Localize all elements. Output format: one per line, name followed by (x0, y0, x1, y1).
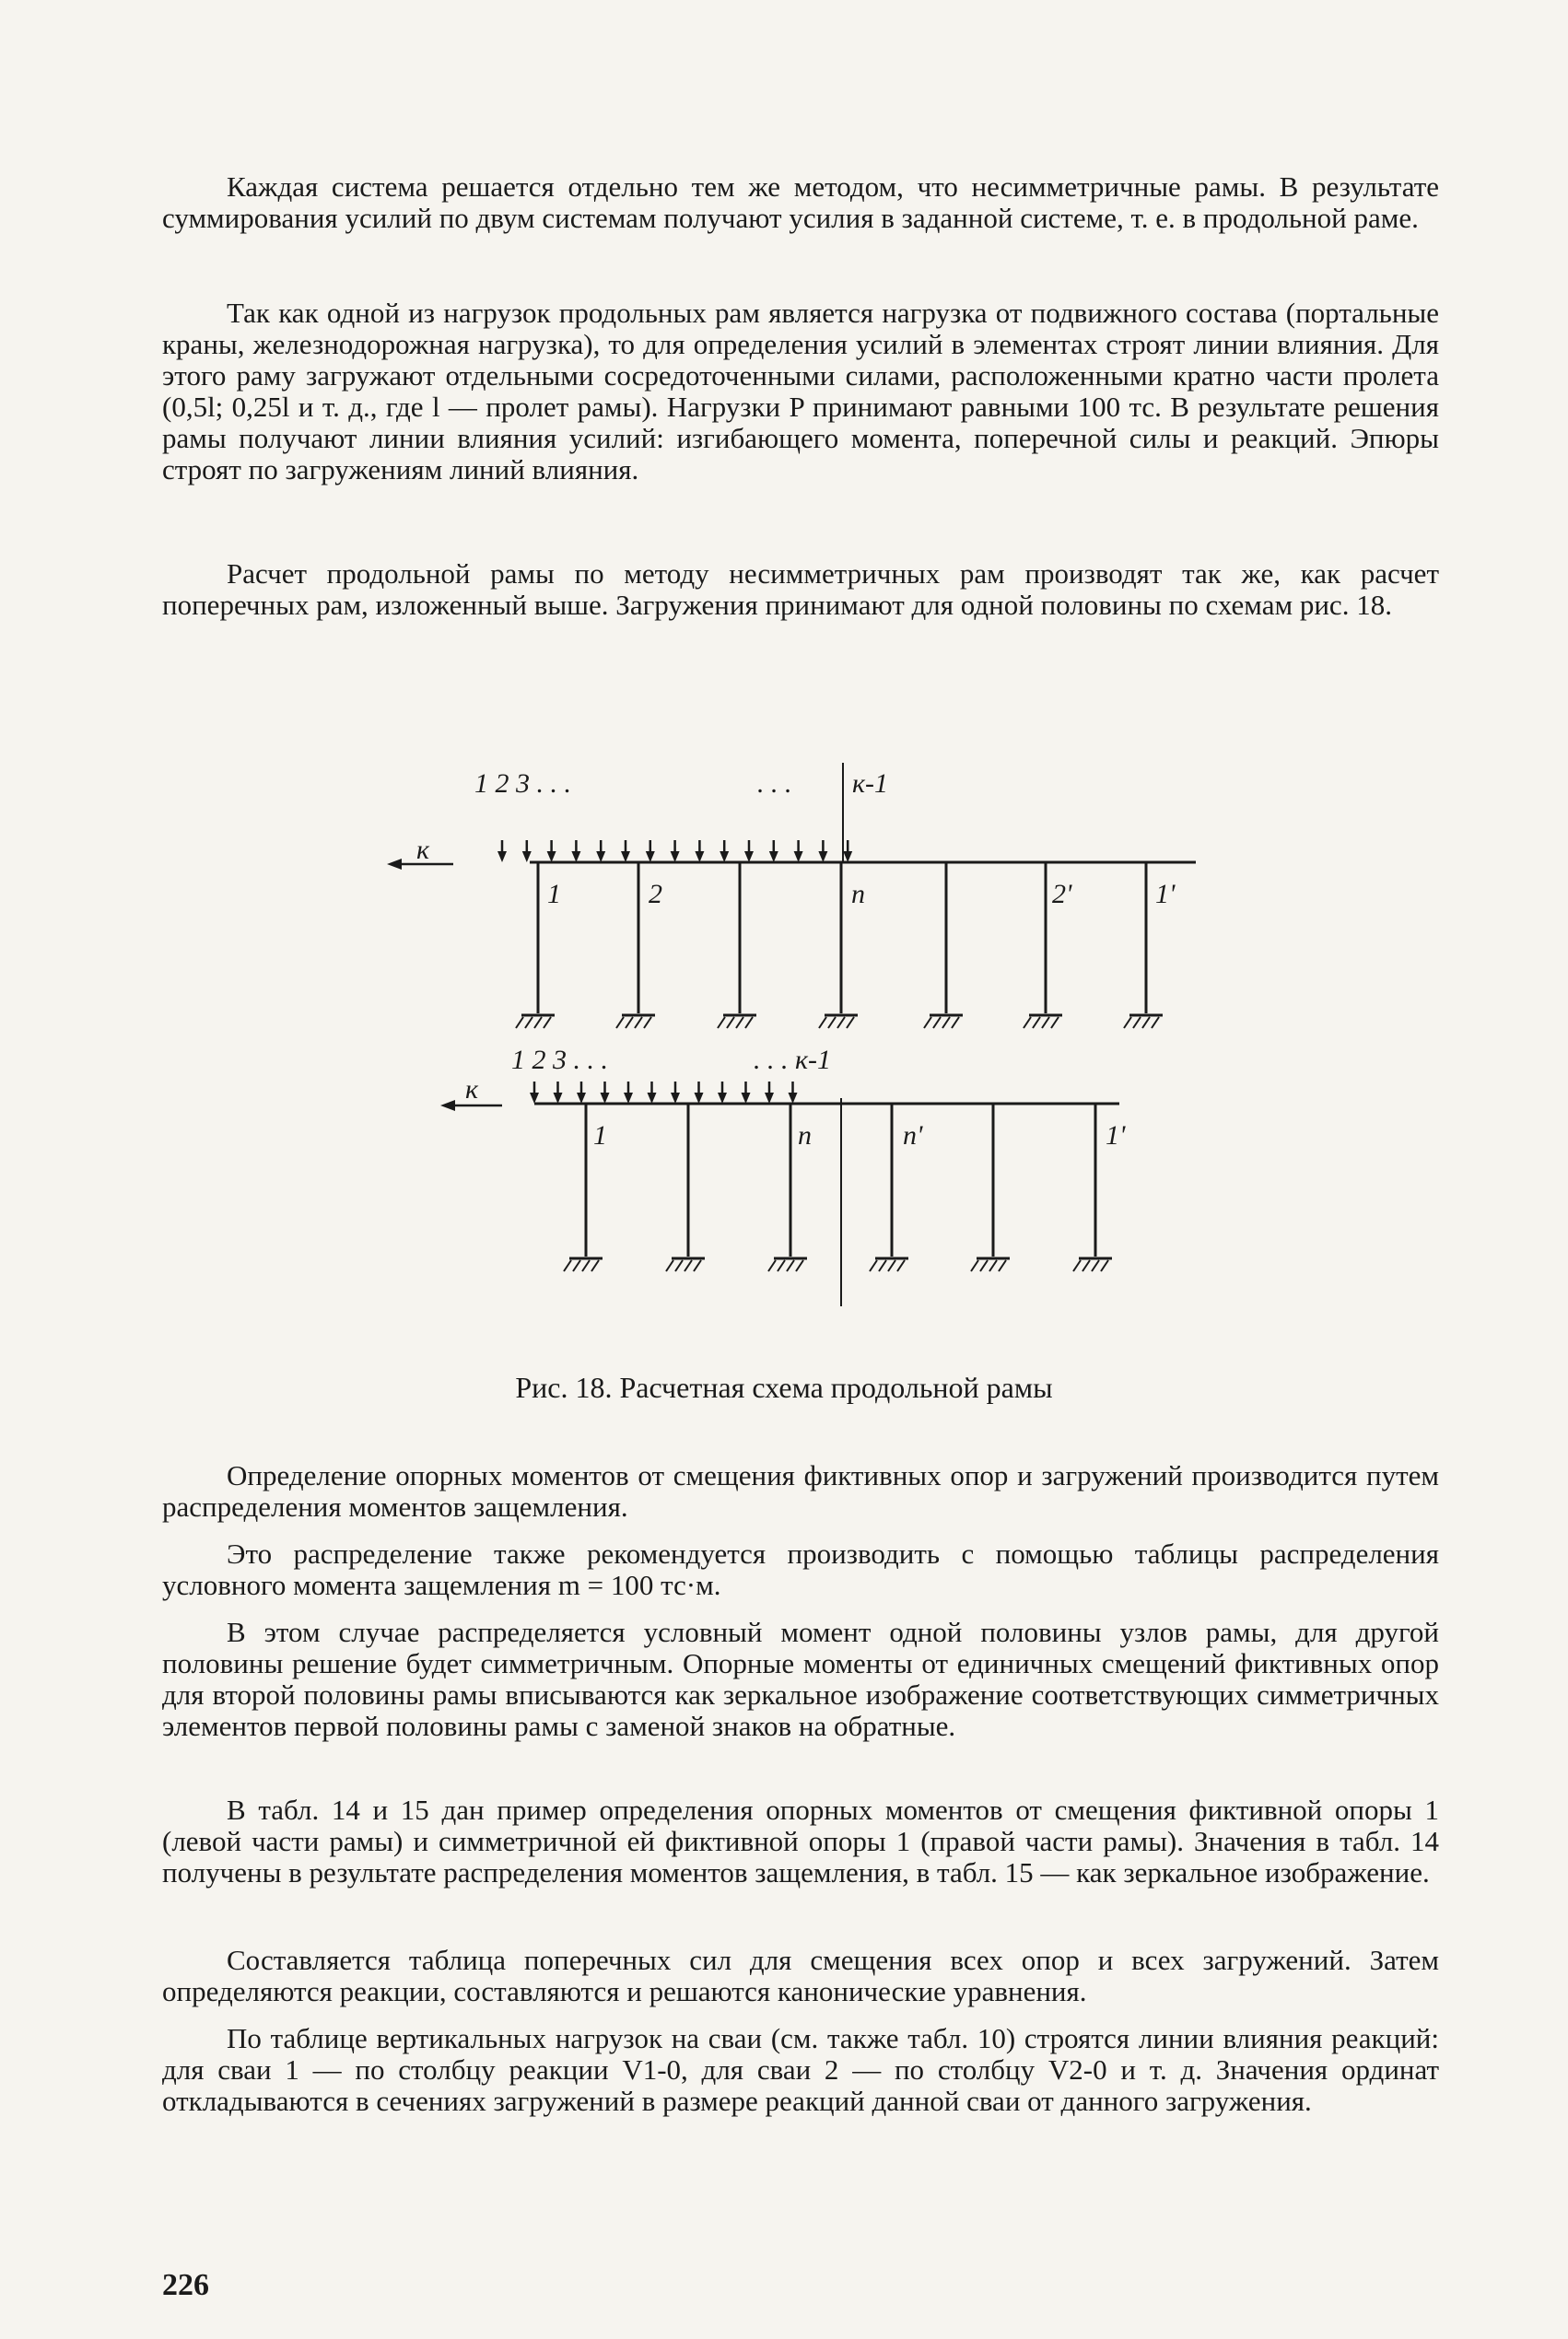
paragraph-3: Расчет продольной рамы по методу несимметричных рам производят так же, как расчет поперечных рам, изложенный выше. Загружения принимают для одной половины по схемам рис. 18. (162, 557, 1439, 621)
bottom-load-arrow-head (648, 1093, 657, 1104)
paragraph-8: Составляется таблица поперечных сил для смещения всех опор и всех загружений. Затем определяются реакции, составляются и решаются канонические уравнения. (162, 1944, 1439, 2007)
bottom-support-hatch (1073, 1260, 1081, 1271)
top-direction-label: к (416, 835, 430, 865)
top-support-hatch (534, 1017, 542, 1028)
bottom-support-hatch (897, 1260, 905, 1271)
bottom-support-hatch (564, 1260, 571, 1271)
top-column-label-2prime: 2' (1052, 879, 1072, 909)
top-load-arrow-head (671, 851, 680, 862)
top-support-hatch (933, 1017, 941, 1028)
bottom-direction-arrow-head (440, 1100, 455, 1111)
top-load-arrow-head (596, 851, 605, 862)
bottom-support-hatch (989, 1260, 997, 1271)
bottom-load-arrow-head (601, 1093, 610, 1104)
top-support-hatch (942, 1017, 950, 1028)
top-load-end: к-1 (852, 768, 889, 799)
top-support-hatch (1042, 1017, 1049, 1028)
top-column-label-n: n (851, 879, 865, 909)
top-support-hatch (1152, 1017, 1159, 1028)
top-support-hatch (626, 1017, 633, 1028)
bottom-support-hatch (591, 1260, 599, 1271)
bottom-support-hatch (1101, 1260, 1108, 1271)
paragraph-6: В этом случае распределяется условный момент одной половины узлов рамы, для другой половины решение будет симметричным. Опорные моменты от единичных смещений фиктивных опор для второй половины рамы вписываются как зеркальное изображение соответствующих симметричных элементов первой половины рамы с заменой знаков на обратные. (162, 1616, 1439, 1742)
frame-diagram (0, 755, 1568, 1345)
figure-caption: Рис. 18. Расчетная схема продольной рамы (515, 1371, 1053, 1404)
bottom-load-arrow-head (624, 1093, 633, 1104)
top-load-arrow-head (522, 851, 532, 862)
bottom-support-hatch (999, 1260, 1006, 1271)
top-column-label-1: 1 (547, 879, 561, 909)
top-load-arrow-head (720, 851, 729, 862)
bottom-support-hatch (796, 1260, 803, 1271)
top-support-hatch (718, 1017, 725, 1028)
bottom-support-hatch (573, 1260, 580, 1271)
bottom-support-hatch (1092, 1260, 1099, 1271)
top-support-hatch (1124, 1017, 1131, 1028)
top-load-arrow-head (744, 851, 754, 862)
bottom-support-hatch (768, 1260, 776, 1271)
top-load-arrow-head (497, 851, 507, 862)
bottom-load-arrow-head (530, 1093, 539, 1104)
bottom-column-label-1: 1 (593, 1120, 607, 1151)
bottom-support-hatch (666, 1260, 673, 1271)
top-load-arrow-head (695, 851, 704, 862)
top-support-hatch (837, 1017, 845, 1028)
bottom-direction-label: к (465, 1074, 479, 1105)
top-support-hatch (616, 1017, 624, 1028)
top-support-hatch (1051, 1017, 1059, 1028)
top-support-hatch (516, 1017, 523, 1028)
top-load-arrow-head (843, 851, 852, 862)
top-support-hatch (847, 1017, 854, 1028)
bottom-load-arrow-head (718, 1093, 727, 1104)
bottom-load-arrow-head (789, 1093, 798, 1104)
top-support-hatch (736, 1017, 743, 1028)
top-support-hatch (745, 1017, 753, 1028)
top-support-hatch (525, 1017, 532, 1028)
paragraph-7: В табл. 14 и 15 дан пример определения опорных моментов от смещения фиктивной опоры 1 (левой части рамы) и симметричной ей фиктивной опоры 1 (правой части рамы). Значения в табл. 14 получены в результате распределения моментов защемления, в табл. 15 — как зеркальное изображение. (162, 1794, 1439, 1889)
top-load-dots: . . . (757, 768, 792, 799)
bottom-support-hatch (879, 1260, 886, 1271)
top-support-hatch (1024, 1017, 1031, 1028)
page-number: 226 (162, 2268, 209, 2302)
frame-geometry (387, 763, 1196, 1306)
top-support-hatch (644, 1017, 651, 1028)
bottom-load-arrow-head (765, 1093, 774, 1104)
bottom-column-label-n: n (798, 1120, 812, 1151)
paragraph-4: Определение опорных моментов от смещения фиктивных опор и загружений производится путем распределения моментов защемления. (162, 1459, 1439, 1523)
top-support-hatch (819, 1017, 826, 1028)
top-support-hatch (635, 1017, 642, 1028)
bottom-load-arrow-head (671, 1093, 680, 1104)
top-column-label-2: 2 (649, 879, 662, 909)
bottom-support-hatch (1082, 1260, 1090, 1271)
bottom-support-hatch (685, 1260, 692, 1271)
bottom-load-arrow-head (695, 1093, 704, 1104)
bottom-support-hatch (694, 1260, 701, 1271)
top-load-arrow-head (794, 851, 803, 862)
bottom-column-label-nprime: n' (903, 1120, 923, 1151)
bottom-load-arrow-head (554, 1093, 563, 1104)
bottom-load-arrow-head (577, 1093, 586, 1104)
bottom-support-hatch (971, 1260, 978, 1271)
bottom-support-hatch (582, 1260, 590, 1271)
top-load-arrow-head (818, 851, 827, 862)
top-load-arrow-head (646, 851, 655, 862)
top-support-hatch (727, 1017, 734, 1028)
bottom-load-arrow-head (742, 1093, 751, 1104)
top-support-hatch (1133, 1017, 1141, 1028)
paragraph-9: По таблице вертикальных нагрузок на сваи (см. также табл. 10) строятся линии влияния реакций: для сваи 1 — по столбцу реакции V1-0, для сваи 2 — по столбцу V2-0 и т. д. Значения ординат откладываются в сечениях загружений в размере реакций данной сваи от данного загружения. (162, 2022, 1439, 2117)
bottom-support-hatch (980, 1260, 988, 1271)
top-support-hatch (1142, 1017, 1150, 1028)
top-load-numbers: 1 2 3 . . . (474, 768, 571, 799)
paragraph-1: Каждая система решается отдельно тем же методом, что несимметричные рамы. В результате суммирования усилий по двум системам получают усилия в заданной системе, т. е. в продольной раме. (162, 170, 1439, 234)
bottom-column-label-1prime: 1' (1106, 1120, 1126, 1151)
top-load-arrow-head (621, 851, 630, 862)
top-support-hatch (828, 1017, 836, 1028)
bottom-support-hatch (888, 1260, 895, 1271)
bottom-support-hatch (778, 1260, 785, 1271)
paragraph-2: Так как одной из нагрузок продольных рам является нагрузка от подвижного состава (портальные краны, железнодорожная нагрузка), то для определения усилий в элементах строят линии влияния. Для этого раму загружают отдельными сосредоточенными силами, расположенными кратно части пролета (0,5l; 0,25l и т. д., где l — пролет рамы). Нагрузки P принимают равными 100 тс. В результате решения рамы получают линии влияния усилий: изгибающего момента, поперечной силы и реакций. Эпюры строят по загружениям линий влияния. (162, 297, 1439, 485)
top-support-hatch (544, 1017, 551, 1028)
top-load-arrow-head (769, 851, 778, 862)
bottom-support-hatch (675, 1260, 683, 1271)
top-support-hatch (924, 1017, 931, 1028)
top-load-arrow-head (571, 851, 580, 862)
top-load-arrow-head (547, 851, 556, 862)
bottom-load-numbers: 1 2 3 . . . (511, 1045, 608, 1075)
top-support-hatch (952, 1017, 959, 1028)
bottom-support-hatch (870, 1260, 877, 1271)
bottom-support-hatch (787, 1260, 794, 1271)
top-direction-arrow-head (387, 859, 402, 870)
top-column-label-1prime: 1' (1155, 879, 1176, 909)
paragraph-5: Это распределение также рекомендуется производить с помощью таблицы распределения условного момента защемления m = 100 тс·м. (162, 1538, 1439, 1601)
bottom-load-end: . . . к-1 (754, 1045, 832, 1075)
top-support-hatch (1033, 1017, 1040, 1028)
